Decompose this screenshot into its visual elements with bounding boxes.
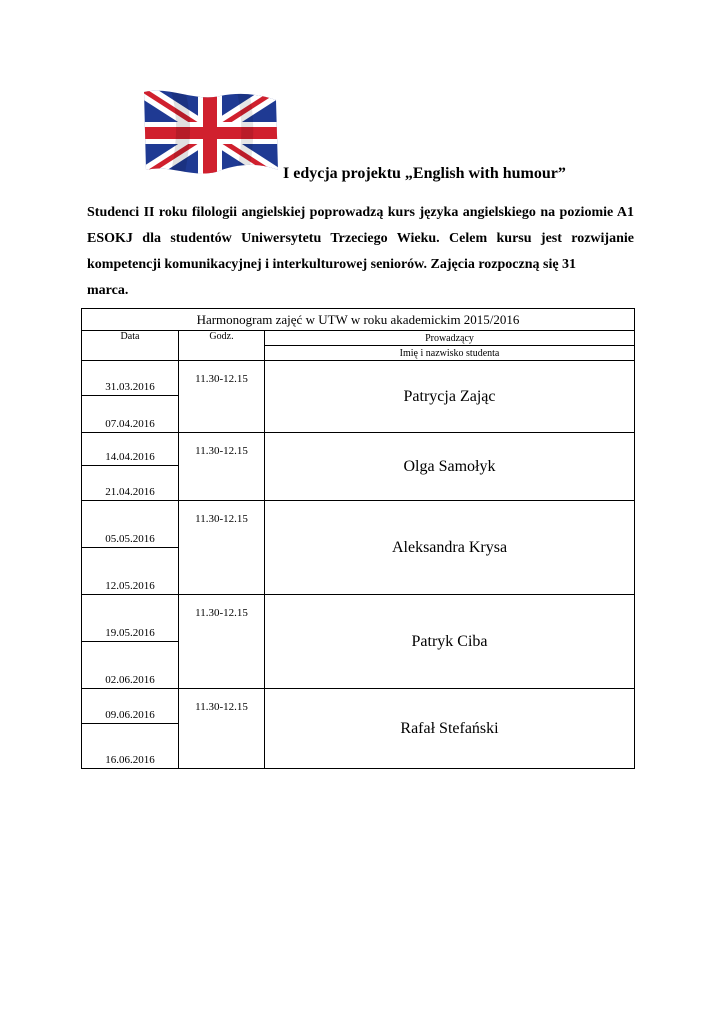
union-jack-flag-icon <box>140 88 280 178</box>
date-cell: 05.05.2016 <box>82 501 179 548</box>
date-cell: 07.04.2016 <box>82 396 179 433</box>
date-cell: 19.05.2016 <box>82 595 179 642</box>
student-name: Patryk Ciba <box>265 595 635 689</box>
date-cell: 31.03.2016 <box>82 361 179 396</box>
date-cell: 02.06.2016 <box>82 642 179 689</box>
schedule-table <box>81 308 635 769</box>
table-row <box>82 689 635 724</box>
date-cell: 09.06.2016 <box>82 689 179 724</box>
date-cell: 12.05.2016 <box>82 548 179 595</box>
hour-cell: 11.30-12.15 <box>179 501 265 595</box>
table-row <box>82 595 635 642</box>
hour-cell: 11.30-12.15 <box>179 433 265 501</box>
table-title: Harmonogram zajęć w UTW w roku akademickim 2015/2016 <box>82 309 635 331</box>
intro-paragraph <box>87 200 634 304</box>
student-name: Aleksandra Krysa <box>265 501 635 595</box>
student-name: Olga Samołyk <box>265 433 635 501</box>
date-cell: 16.06.2016 <box>82 724 179 769</box>
col-header-leader-sub: Imię i nazwisko studenta <box>265 346 635 361</box>
col-header-hour: Godz. <box>179 331 265 361</box>
date-cell: 14.04.2016 <box>82 433 179 466</box>
table-row <box>82 361 635 396</box>
hour-cell: 11.30-12.15 <box>179 361 265 433</box>
page-title: I edycja projektu „English with humour” <box>283 165 566 182</box>
date-cell: 21.04.2016 <box>82 466 179 501</box>
intro-text-main: Studenci II roku filologii angielskiej poprowadzą kurs języka angielskiego na poziomie A1 ESOKJ dla studentów Uniwersytetu Trzeciego Wieku. Celem kursu jest rozwijanie kompetencji komunikacyjnej i interkulturowej seniorów. Zajęcia rozpoczną się 31 <box>87 205 634 272</box>
student-name: Patrycja Zając <box>265 361 635 433</box>
col-header-leader: Prowadzący <box>265 331 635 346</box>
student-name: Rafał Stefański <box>265 689 635 769</box>
hour-cell: 11.30-12.15 <box>179 595 265 689</box>
col-header-date: Data <box>82 331 179 361</box>
table-header-row <box>82 331 635 346</box>
table-title-row <box>82 309 635 331</box>
hour-cell: 11.30-12.15 <box>179 689 265 769</box>
table-row <box>82 501 635 548</box>
table-row <box>82 433 635 466</box>
intro-text-last: marca. <box>87 283 129 298</box>
